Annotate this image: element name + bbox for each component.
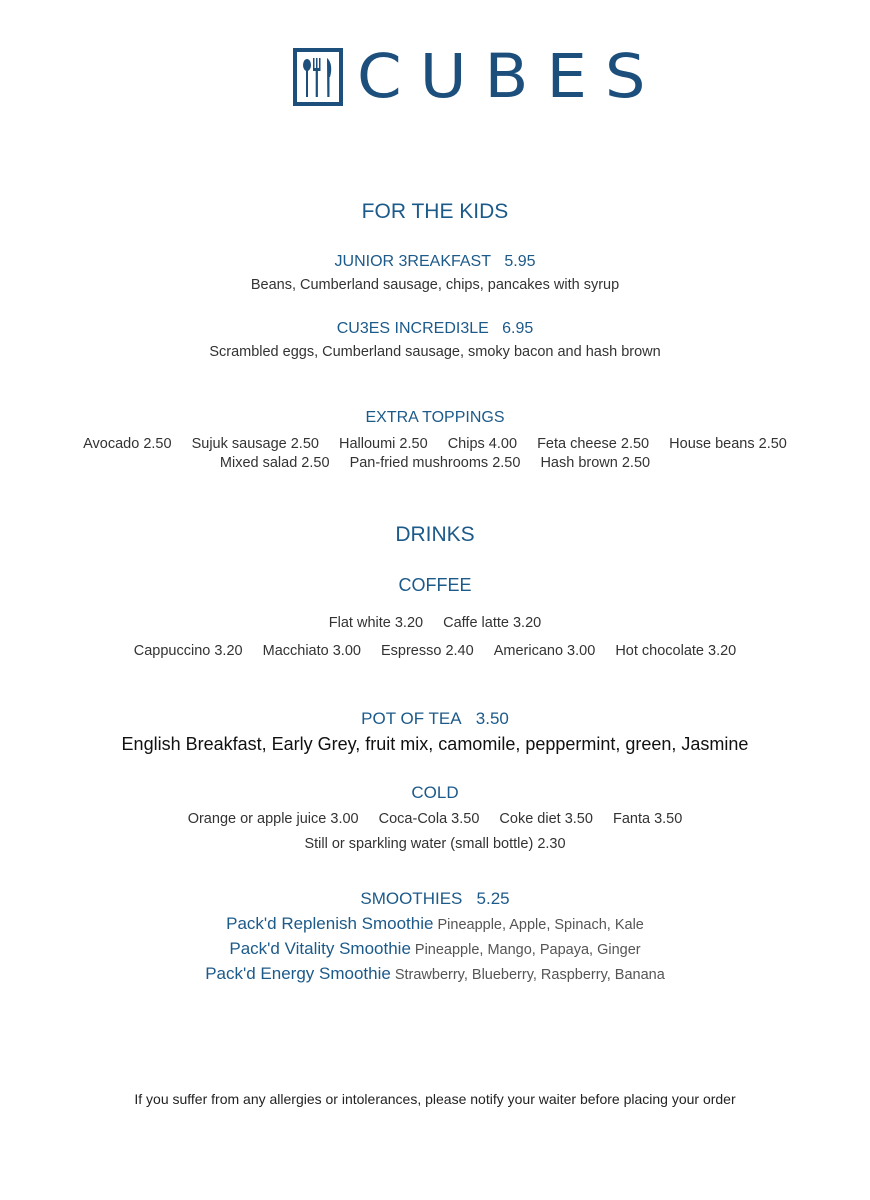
smoothie-desc: Pineapple, Apple, Spinach, Kale <box>437 917 644 933</box>
coffee-row <box>0 615 870 631</box>
toppings-row <box>0 455 870 471</box>
cold-item: Coke diet 3.50 <box>499 811 593 827</box>
tea-list: English Breakfast, Early Grey, fruit mix, camomile, peppermint, green, Jasmine <box>121 734 749 754</box>
item-price: 5.95 <box>504 253 536 270</box>
tea-price: 3.50 <box>475 709 509 728</box>
cold-heading: COLD <box>411 783 459 802</box>
kids-item-desc: Beans, Cumberland sausage, chips, pancakes with syrup <box>250 277 620 293</box>
allergy-note: If you suffer from any allergies or intolerances, please notify your waiter before placing your order <box>134 1091 736 1107</box>
kids-item-title <box>0 320 870 338</box>
coffee-item: Caffe latte 3.20 <box>443 615 542 631</box>
coffee-row <box>0 643 870 659</box>
smoothie-desc: Pineapple, Mango, Papaya, Ginger <box>414 942 641 958</box>
toppings-row <box>0 436 870 452</box>
topping-item: Mixed salad 2.50 <box>219 455 330 471</box>
topping-item: Hash brown 2.50 <box>540 455 651 471</box>
topping-item: Sujuk sausage 2.50 <box>191 436 319 452</box>
coffee-item: Hot chocolate 3.20 <box>615 643 737 659</box>
cold-water: Still or sparkling water (small bottle) 2.30 <box>304 836 566 852</box>
item-price: 6.95 <box>502 320 534 337</box>
cold-item: Fanta 3.50 <box>612 811 683 827</box>
topping-item: Chips 4.00 <box>447 436 518 452</box>
kids-item-desc: Scrambled eggs, Cumberland sausage, smoky bacon and hash brown <box>209 344 661 360</box>
smoothies-heading <box>0 889 870 909</box>
smoothies-title: SMOOTHIES <box>360 889 463 908</box>
coffee-item: Americano 3.00 <box>493 643 596 659</box>
kids-heading: FOR THE KIDS <box>361 200 509 223</box>
coffee-item: Flat white 3.20 <box>328 615 424 631</box>
item-name: CU3ES INCREDI3LE <box>336 320 489 337</box>
coffee-heading: COFFEE <box>398 575 472 595</box>
smoothie-name: Pack'd Vitality Smoothie <box>229 939 411 958</box>
tea-heading <box>0 709 870 729</box>
topping-item: Pan-fried mushrooms 2.50 <box>349 455 521 471</box>
toppings-heading: EXTRA TOPPINGS <box>365 409 505 426</box>
kids-item-title <box>0 253 870 271</box>
topping-item: Avocado 2.50 <box>83 436 172 452</box>
smoothie-desc: Strawberry, Blueberry, Raspberry, Banana <box>394 967 665 983</box>
smoothies-price: 5.25 <box>476 889 510 908</box>
logo-wordmark: CUBES <box>357 41 664 113</box>
cold-item: Orange or apple juice 3.00 <box>187 811 359 827</box>
topping-item: Halloumi 2.50 <box>339 436 428 452</box>
cutlery-icon <box>293 48 343 106</box>
cubes-logo <box>293 41 664 113</box>
smoothie-item <box>0 964 870 984</box>
cold-item: Coca-Cola 3.50 <box>378 811 480 827</box>
coffee-item: Macchiato 3.00 <box>262 643 361 659</box>
topping-item: House beans 2.50 <box>669 436 787 452</box>
smoothie-name: Pack'd Replenish Smoothie <box>226 914 434 933</box>
drinks-heading: DRINKS <box>395 523 475 546</box>
coffee-item: Espresso 2.40 <box>380 643 474 659</box>
item-name: JUNIOR 3REAKFAST <box>334 253 491 270</box>
smoothie-item <box>0 914 870 934</box>
tea-title: POT OF TEA <box>361 709 462 728</box>
smoothie-name: Pack'd Energy Smoothie <box>205 964 391 983</box>
coffee-item: Cappuccino 3.20 <box>133 643 243 659</box>
topping-item: Feta cheese 2.50 <box>537 436 650 452</box>
cold-row <box>0 811 870 827</box>
smoothie-item <box>0 939 870 959</box>
